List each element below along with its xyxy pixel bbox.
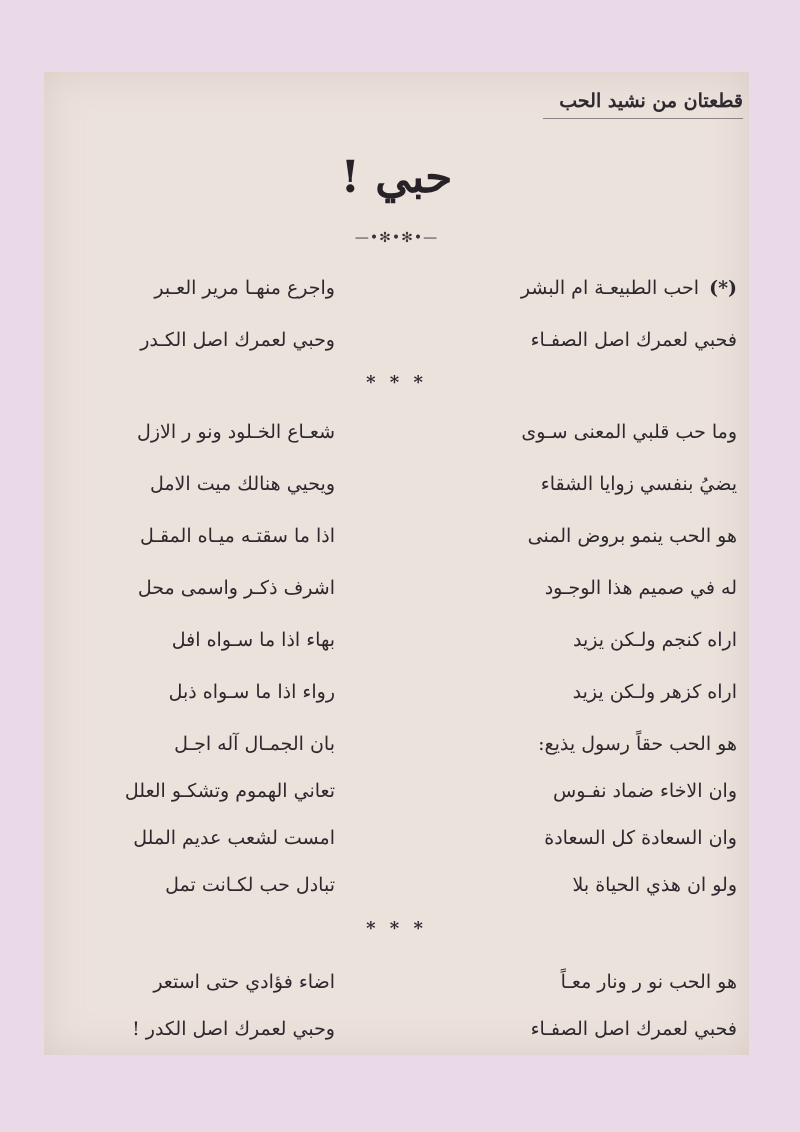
hemistich-text: احب الطبيعـة ام البشر [520, 277, 700, 299]
verse-line [44, 966, 749, 998]
stanza-divider: * * * [366, 918, 427, 939]
verse-line [44, 1013, 749, 1045]
verse-first-hemistich: اراه كزهر ولـكن يزيد [572, 681, 737, 703]
verse-first-hemistich: وان الاخاء ضماد نفـوس [553, 780, 737, 802]
verse-line [44, 624, 749, 656]
verse-line [44, 869, 749, 901]
verse-first-hemistich: فحبي لعمرك اصل الصفـاء [530, 329, 737, 351]
title-ornament: —•✻•✻•— [354, 230, 439, 246]
verse-line [44, 572, 749, 604]
verse-second-hemistich: بهاء اذا ما سـواه افل [171, 629, 335, 651]
verse-second-hemistich: اشرف ذكـر واسمى محل [137, 577, 335, 599]
verse-line [44, 775, 749, 807]
verse-line [44, 822, 749, 854]
verse-line [44, 416, 749, 448]
verse-first-hemistich [457, 272, 737, 304]
verse-first-hemistich: هو الحب نو ر ونار معـاً [560, 971, 737, 993]
verse-second-hemistich: بان الجمـال آله اجـل [174, 733, 335, 755]
verse-first-hemistich: اراه كنجم ولـكن يزيد [572, 629, 737, 651]
verse-line [44, 676, 749, 708]
verse-first-hemistich: فحبي لعمرك اصل الصفـاء [530, 1018, 737, 1040]
verse-line [44, 728, 749, 760]
verse-first-hemistich: هو الحب حقاً رسول يذيع: [538, 733, 737, 755]
verse-line [44, 468, 749, 500]
verse-first-hemistich: ولو ان هذي الحياة بلا [572, 874, 737, 896]
stanza-divider: * * * [366, 372, 427, 393]
verse-first-hemistich: له في صميم هذا الوجـود [544, 577, 737, 599]
verse-first-hemistich: وان السعادة كل السعادة [544, 827, 737, 849]
verse-second-hemistich: تعاني الهموم وتشكـو العلل [124, 780, 335, 802]
footnote-marker: (*) [709, 277, 737, 299]
verse-second-hemistich: رواء اذا ما سـواه ذبل [168, 681, 335, 703]
poem-title: حبي ! [340, 152, 453, 203]
verse-line [44, 272, 749, 304]
section-header: قطعتان من نشيد الحب [543, 90, 743, 119]
verse-second-hemistich: وحبي لعمرك اصل الكـدر [140, 329, 335, 351]
verse-second-hemistich: واجرع منهـا مرير العـبر [154, 277, 335, 299]
verse-second-hemistich: شعـاع الخـلود ونو ر الازل [137, 421, 335, 443]
verse-line [44, 520, 749, 552]
verse-second-hemistich: امست لشعب عديم الملل [133, 827, 335, 849]
book-page [44, 72, 749, 1055]
verse-second-hemistich: وحبي لعمرك اصل الكدر ! [132, 1018, 335, 1040]
verse-second-hemistich: اذا ما سقتـه ميـاه المقـل [139, 525, 335, 547]
verse-second-hemistich: ويحيي هنالك ميت الامل [149, 473, 335, 495]
verse-second-hemistich: تبادل حب لكـانت تمل [165, 874, 335, 896]
verse-first-hemistich: هو الحب ينمو بروض المنى [527, 525, 737, 547]
verse-first-hemistich: يضيُ بنفسي زوايا الشقاء [540, 473, 737, 495]
verse-first-hemistich: وما حب قلبي المعنى سـوى [521, 421, 737, 443]
verse-second-hemistich: اضاء فؤادي حتى استعر [153, 971, 335, 993]
verse-line [44, 324, 749, 356]
